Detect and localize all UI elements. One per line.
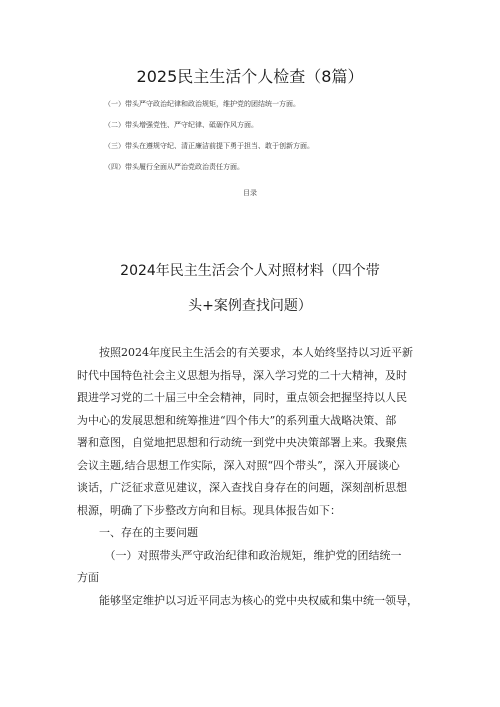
toc-item[interactable]: （四）带头履行全面从严治党政治责任方面。 [104,163,244,171]
toc-item[interactable]: （二）带头增强党性、严守纪律、砥砺作风方面。 [104,121,258,129]
subsection-heading: 方面 [77,571,99,584]
document-title: 2025民主生活个人检查（8篇） [136,67,364,86]
paragraph-line: 谈话，广泛征求意见建议，深入查找自身存在的问题，深刻剖析思想 [77,481,407,494]
paragraph-line: 跟进学习党的二十届三中全会精神，同时，重点领会把握坚持以人民 [77,391,407,404]
paragraph-line: 署和意图，自觉地把思想和行动统一到党中央决策部署上来。我聚焦 [77,436,407,449]
body-text [77,346,437,616]
paragraph-line: 能够坚定维护以习近平同志为核心的党中央权威和集中统一领导， [77,593,418,607]
paragraph-line: 时代中国特色社会主义思想为指导，深入学习党的二十大精神，及时 [77,368,407,382]
toc-heading: 目录 [243,189,257,197]
paragraph-line: 会议主题,结合思想工作实际，深入对照“四个带头”，深入开展谈心 [77,458,400,472]
subsection-heading: （一）对照带头严守政治纪律和政治规矩，维护党的团结统一 [77,548,402,562]
section-title-line: 头+案例查找问题） [188,298,312,314]
section-title-line: 2024年民主生活会个人对照材料（四个带 [120,263,380,279]
section-heading: 一、存在的主要问题 [77,526,198,539]
toc-item[interactable]: （一）带头严守政治纪律和政治规矩，维护党的团结统一方面。 [104,100,300,108]
paragraph-line: 为中心的发展思想和统筹推进“四个伟大”的系列重大战略决策、部 [77,413,397,427]
paragraph-line: 根源，明确了下步整改方向和目标。现具体报告如下： [77,503,341,517]
paragraph-line: 按照2024年度民主生活会的有关要求，本人始终坚持以习近平新 [77,346,413,359]
toc-item[interactable]: （三）带头在遵规守纪、清正廉洁前提下勇于担当、敢于创新方面。 [104,142,314,150]
table-of-contents [104,100,464,184]
